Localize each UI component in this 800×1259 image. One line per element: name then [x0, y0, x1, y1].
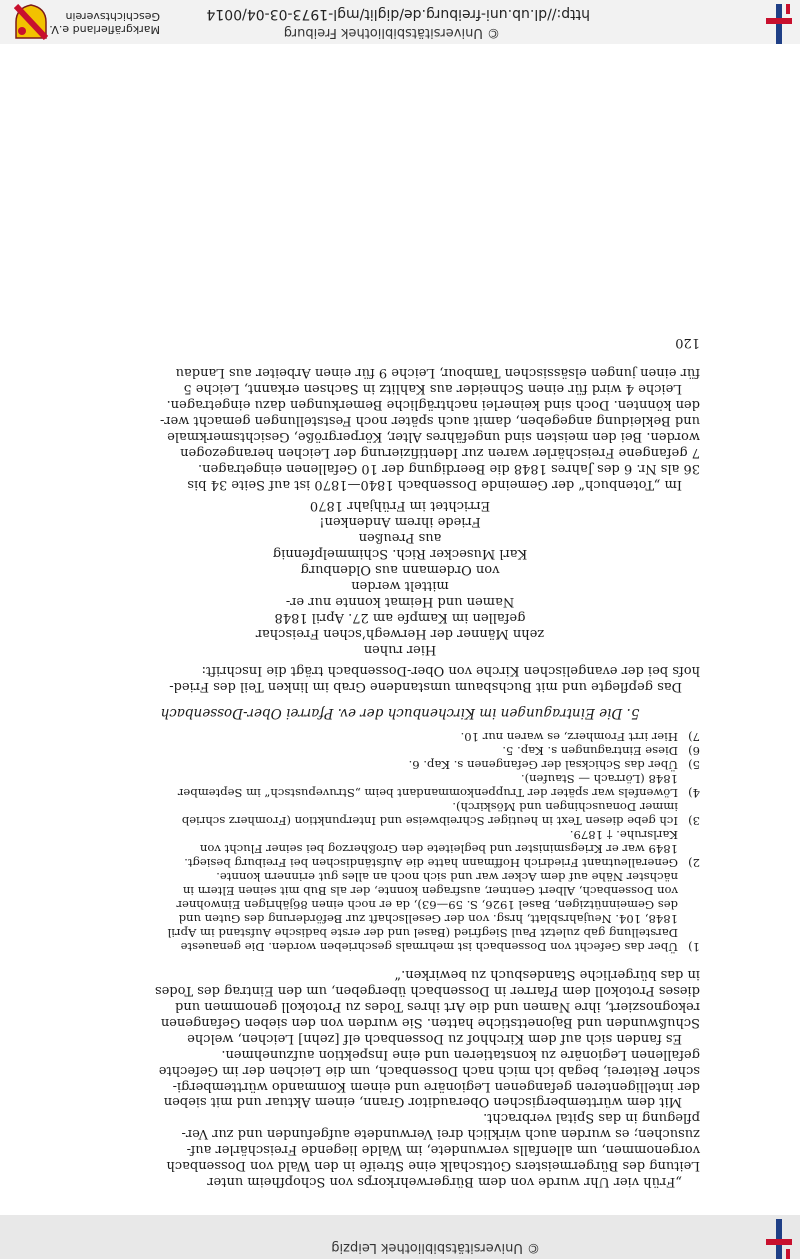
inscription-line: Errichtet im Frühjahr 1870: [309, 498, 491, 514]
main-line: Es fanden sich auf dem Kirchhof zu Dossenbach elf [zehn] Leichen, welche: [187, 1030, 682, 1046]
section-heading: 5. Die Eintragungen im Kirchenbuch der ev. Pfarrei Ober-Dossenbach: [160, 705, 640, 722]
footnote: 3) Ich gebe diesen Text in heutiger Schreibweise und Interpunktion (Fromherz schrieb: [181, 814, 700, 829]
main-line: dieses Protokoll dem Pfarrer in Dossenbach übergeben, um den Eintrag des Todes: [154, 983, 700, 999]
footnote: 4) Löwenfels war später der Truppenkommandant beim „Struvepustsch“ im September: [177, 786, 700, 801]
footnote: 1848, 104. Neujahrsblatt, hrsg. von der Gesellschaft zur Beförderung des Guten und: [178, 912, 678, 927]
main-line: in das bürgerliche Standesbuch zu bewirken.“: [394, 967, 700, 983]
grave-text-2: hofs bei der evangelischen Kirche von Ober-Dossenbach trägt die Inschrift:: [201, 663, 700, 679]
footnote: immer Donauschingen und Möskirch).: [452, 800, 678, 815]
society-label: Markgräflerland e.V. Geschichtsverein: [49, 10, 160, 36]
main-line: Leitung des Bürgermeisters Gottschalk eine Streife in den Wald von Dossenbach: [166, 1158, 700, 1174]
main-line: Schußwunden und Bajonettstiche hatten. Sie wurden von den sieben Gefangenen: [160, 1014, 700, 1030]
register-line: und Bekleidung angegeben, damit auch später noch Feststellungen gemacht wer-: [159, 412, 700, 428]
footnote: 1848 (Lörrach — Staufen).: [520, 772, 678, 787]
bookmark-marker-icon: [766, 1219, 792, 1259]
copyright-leipzig: © Universitätsbibliothek Leipzig: [331, 1240, 540, 1255]
inscription-line: aus Preußen: [358, 530, 442, 546]
main-line: scher Reiterei, begab ich mich nach Dossenbach, um die Leichen der im Gefechte: [158, 1062, 700, 1078]
footnote: 1) Über das Gefecht von Dossenbach ist mehrmals geschrieben worden. Die genaueste: [180, 940, 700, 955]
main-line: rekognosziert, ihre Namen und die Art ihres Todes zu Protokoll genommen und: [175, 999, 700, 1015]
inscription-line: zehn Männer der Herwegh’schen Freischar: [255, 625, 545, 641]
footnote: nächster Nähe auf dem Acker war und sich noch an alles gut erinnern konnte.: [216, 870, 678, 885]
footnotes: [100, 730, 700, 954]
footnote: von Dossenbach, Albert Gentner, ausfragen konnte, der als Bub mit seinen Eltern in: [182, 884, 678, 899]
footnote: 7) Hier irrt Fromherz, es waren nur 10.: [460, 730, 700, 745]
register-line: Im „Totenbuch“ der Gemeinde Dossenbach 1840—1870 ist auf Seite 34 bis: [187, 476, 682, 492]
footnote: des Gemeinnützigen, Basel 1926, S. 59—63), da er noch einen 86jährigen Einwohner: [176, 898, 678, 913]
register-text: [100, 364, 700, 491]
main-line: pflegung in das Spital verbracht.: [483, 1110, 700, 1126]
inscription-line: mittelt werden: [351, 577, 449, 593]
document-url-link[interactable]: http://dl.ub.uni-freiburg.de/diglit/mgl-1973-03-04/0014: [206, 6, 590, 22]
main-line: zusuchen; es wurden auch wirklich drei Verwundete aufgefunden und zur Ver-: [181, 1126, 700, 1142]
register-line: den könnten. Doch sind keinerlei nachträgliche Bemerkungen dazu eingetragen.: [166, 397, 700, 412]
main-line: der intelligenteren gefangenen Legionäre und einem Kommando württembergi-: [172, 1078, 700, 1094]
inscription-line: Namen und Heimat konnte nur er-: [285, 593, 515, 609]
grave-text: Das gepflegte und mit Buchsbaum umstandene Grab im linken Teil des Fried-: [169, 679, 682, 695]
register-line: für einen jungen elsässischen Tambour, Leiche 9 für einen Arbeiter aus Landau: [175, 365, 700, 381]
page-body: [100, 334, 700, 1189]
library-footer-bar: [0, 0, 800, 44]
register-line: 36 als Nr. 6 des Jahres 1848 die Beerdigung der 10 Gefallenen eingetragen.: [198, 460, 700, 476]
inscription-line: Karl Musecker Rich. Schimmelpfennig: [272, 546, 528, 562]
footnote: Karlsruhe. † 1879.: [569, 828, 678, 843]
inscription-line: Friede ihrem Andenken!: [319, 514, 481, 530]
page-number: 120: [675, 335, 700, 351]
inscription-line: Hier ruhen: [363, 641, 437, 657]
main-line: gefallenen Legionäre zu konstatieren und eine Inspektion aufzunehmen.: [221, 1046, 700, 1062]
footnote: 6) Diese Eintragungen s. Kap. 5.: [502, 744, 700, 759]
footnote: 1849 war er Kriegsminister und begleitete den Großherzog bei seiner Flucht von: [199, 842, 678, 857]
register-line: 7 gefangene Freischärler waren zur Identifizierung der Leichen herangezogen: [180, 444, 700, 460]
main-line: Mit dem württembergischen Oberauditor Grann, einem Aktuar und mit sieben: [163, 1094, 682, 1110]
footnote: 5) Über das Schicksal der Gefangenen s. Kap. 6.: [408, 758, 700, 773]
main-text: [100, 966, 700, 1189]
register-line: Leiche 4 wird für einen Schneider aus Kahlitz in Sachsen erkannt, Leiche 5: [183, 381, 682, 397]
inscription: [100, 498, 700, 657]
inscription-line: gefallen im Kampfe am 27. April 1848: [274, 609, 526, 625]
footnote: 2) Generalleutnant Friedrich Hoffmann hatte die Aufständischen bei Freiburg besiegt.: [184, 856, 700, 871]
main-line: „Früh vier Uhr wurde von dem Bürgerwehrkorps von Schopfheim unter: [207, 1174, 682, 1189]
inscription-line: von Ordemann aus Oldenburg: [300, 562, 500, 578]
register-line: worden. Bei den meisten sind ungefähres Alter, Körpergröße, Gesichtsmerkmale: [167, 428, 700, 444]
library-header-bar: [0, 1215, 800, 1259]
coat-of-arms-icon: [14, 4, 48, 40]
bookmark-marker-icon: [766, 4, 792, 44]
footnote: Darstellung gab zuletzt Paul Siegfried (Basel und der erste badische Aufstand im April: [167, 926, 678, 941]
copyright-freiburg: © Universitätsbibliothek Freiburg: [283, 25, 500, 40]
main-line: vorgenommen, um allenfalls verwundete, im Walde liegende Freischärler auf-: [186, 1142, 700, 1158]
